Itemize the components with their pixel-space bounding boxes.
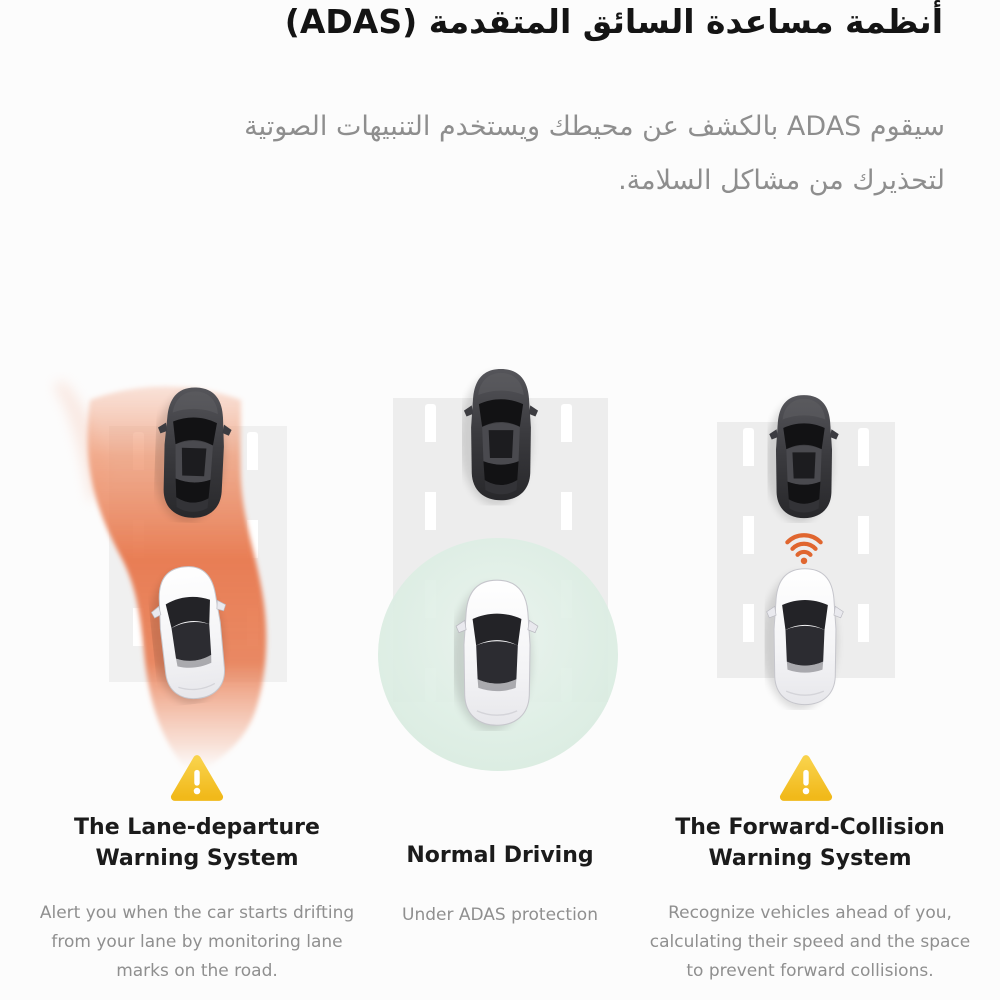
warning-triangle-icon — [169, 753, 225, 803]
dark-car-ahead — [767, 389, 841, 523]
lane-departure-heading — [32, 812, 362, 874]
page-title: أنظمة مساعدة السائق المتقدمة (ADAS) — [284, 2, 943, 41]
lane-marking — [743, 428, 754, 678]
normal-driving-heading — [350, 840, 650, 871]
subtitle-line-2: لتحذيرك من مشاكل السلامة. — [618, 165, 945, 196]
forward-collision-description: Recognize vehicles ahead of you, calculating their speed and the space to prevent forward collisions. — [649, 903, 971, 981]
lane-departure-description: Alert you when the car starts drifting from your lane by monitoring lane marks on the road. — [39, 903, 355, 981]
dark-car-ahead — [462, 360, 540, 508]
white-car-following — [763, 562, 847, 710]
wifi-signal-icon — [779, 528, 829, 565]
heading-line: Warning System — [708, 846, 912, 871]
page-subtitle — [85, 100, 945, 208]
heading-line: Warning System — [95, 846, 299, 871]
lane-marking — [858, 428, 869, 678]
heading-line: The Forward-Collision — [675, 815, 945, 840]
forward-collision-heading — [645, 812, 975, 874]
dark-car-ahead — [150, 380, 239, 525]
heading-line: The Lane-departure — [74, 815, 320, 840]
white-car-protected — [452, 573, 542, 731]
heading-line: Normal Driving — [406, 843, 594, 868]
white-car-drifting — [140, 556, 243, 708]
normal-driving-description: Under ADAS protection — [402, 905, 598, 925]
subtitle-line-1: سيقوم ADAS بالكشف عن محيطك ويستخدم التنبيهات الصوتية — [244, 111, 945, 142]
warning-triangle-icon — [778, 753, 834, 803]
